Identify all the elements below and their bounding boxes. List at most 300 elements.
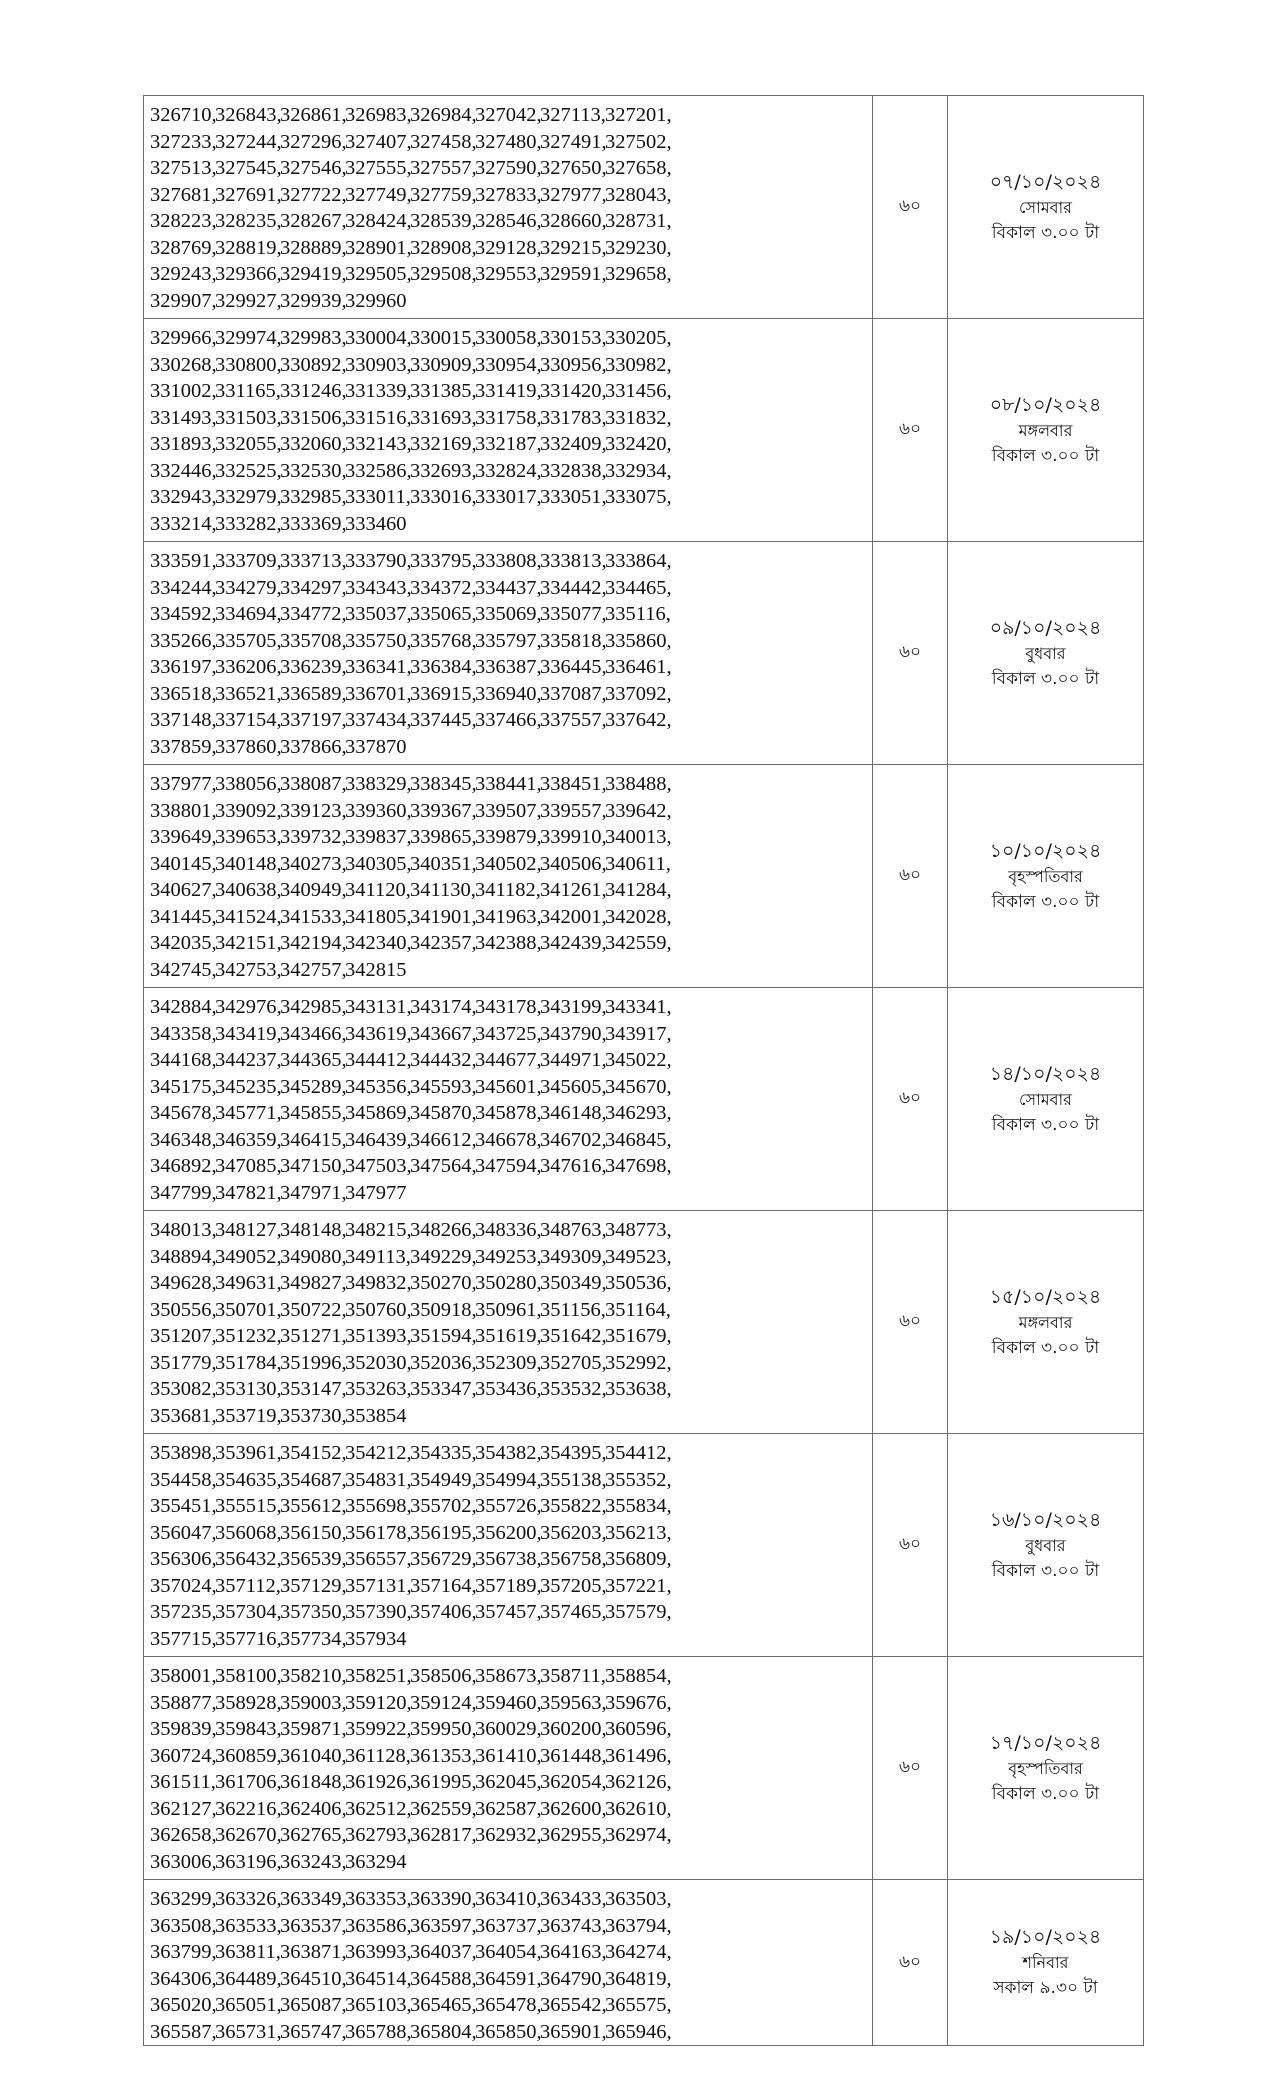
roll-number: 339092, [215,799,282,822]
roll-number: 349827, [280,1272,347,1294]
roll-number: 347150, [280,1155,347,1177]
exam-time: বিকাল ৩.০০ টা [991,222,1100,243]
roll-number: 337154, [215,709,282,731]
roll-number: 363349, [280,1888,347,1910]
roll-number: 354412, [605,1442,672,1464]
roll-number: 332060, [280,433,347,455]
roll-number: 342884, [150,996,217,1018]
roll-number: 343178, [475,996,542,1018]
roll-number: 332979, [215,486,282,508]
roll-number: 357390, [345,1601,412,1623]
roll-number: 357934 [345,1627,407,1650]
roll-number: 330956, [540,353,607,376]
roll-number: 359120, [345,1691,412,1714]
roll-number: 364588, [410,1967,477,1990]
roll-number: 329230, [605,236,672,259]
roll-number: 363743, [540,1914,607,1937]
roll-number: 363537, [280,1914,347,1937]
roll-number: 346678, [475,1128,542,1151]
roll-number: 362793, [345,1824,412,1846]
roll-number: 359950, [410,1718,477,1740]
roll-number: 348013, [150,1219,217,1241]
roll-number: 365103, [345,1994,412,2016]
roll-number: 326983, [345,104,412,126]
roll-number: 356729, [410,1548,477,1570]
roll-number: 358100, [215,1665,282,1687]
roll-number: 336518, [150,682,217,705]
roll-number: 330909, [410,353,477,376]
roll-number: 342194, [280,932,347,954]
roll-number: 350280, [475,1272,542,1294]
roll-number: 339653, [215,826,282,848]
roll-numbers-cell [144,542,873,765]
roll-number: 354395, [540,1442,607,1464]
roll-number: 342357, [410,932,477,954]
roll-number: 330205, [605,327,672,349]
roll-number: 337860, [215,735,282,758]
roll-number: 355138, [540,1468,607,1491]
roll-number: 328660, [540,210,607,232]
roll-number: 332055, [215,433,282,455]
roll-number: 342815 [345,958,407,981]
roll-number: 342753, [215,958,282,981]
roll-number: 340145, [150,852,217,875]
roll-number: 360859, [215,1744,282,1767]
roll-number: 327296, [280,130,347,153]
roll-number: 342757, [280,958,347,981]
table-row [144,1657,1144,1880]
roll-number: 333017, [475,486,542,508]
roll-number: 364819, [605,1967,672,1990]
schedule-cell [948,542,1144,765]
roll-number: 337870 [345,735,407,758]
roll-number: 362974, [605,1824,672,1846]
exam-date: ১৫/১০/২০২৪ [989,1285,1102,1308]
roll-number: 354458, [150,1468,217,1491]
roll-number: 327749, [345,183,412,206]
roll-number: 353961, [215,1442,282,1464]
roll-number: 342035, [150,932,217,954]
roll-numbers-cell [144,988,873,1211]
roll-number: 359124, [410,1691,477,1714]
roll-number: 353730, [280,1404,347,1427]
candidate-count: ৬০ [873,96,948,319]
roll-number: 361995, [410,1771,477,1793]
roll-number: 351393, [345,1325,412,1347]
roll-number: 351207, [150,1325,217,1347]
roll-number: 337866, [280,735,347,758]
roll-number: 346415, [280,1128,347,1151]
roll-number: 359922, [345,1718,412,1740]
roll-number: 330058, [475,327,542,349]
roll-number: 357112, [215,1574,281,1597]
roll-number: 326861, [280,104,347,126]
roll-number: 327407, [345,130,412,153]
roll-number: 334592, [150,603,217,625]
roll-number: 362126, [605,1771,672,1793]
roll-number: 350349, [540,1272,607,1294]
roll-number: 338345, [410,773,477,795]
roll-number: 328731, [605,210,672,232]
roll-number: 352030, [345,1351,412,1374]
candidate-count: ৬০ [873,988,948,1211]
roll-number: 331783, [540,406,607,429]
roll-number: 348148, [280,1219,347,1241]
roll-number: 365587, [150,2020,217,2043]
roll-number: 334694, [215,603,282,625]
roll-number: 365087, [280,1994,347,2016]
roll-number: 334437, [475,576,542,599]
roll-number: 333282, [215,512,282,535]
roll-number: 331385, [410,380,477,402]
roll-number: 346702, [540,1128,607,1151]
roll-number: 349832, [345,1272,412,1294]
roll-number: 336341, [345,656,412,678]
roll-number: 331002, [150,380,217,402]
roll-number: 341524, [215,905,282,928]
roll-number: 354335, [410,1442,477,1464]
roll-number: 333813, [540,550,607,572]
exam-time: বিকাল ৩.০০ টা [991,668,1100,689]
roll-number: 339879, [475,826,542,848]
roll-number: 343131, [345,996,412,1018]
roll-number: 334297, [280,576,347,599]
roll-number: 339123, [280,799,347,822]
roll-number: 353147, [280,1378,347,1400]
roll-numbers-cell [144,1434,873,1657]
exam-date: ১০/১০/২০২৪ [989,839,1102,862]
roll-number: 329658, [605,263,672,285]
roll-number: 345601, [475,1075,542,1098]
roll-number: 338441, [475,773,542,795]
roll-number: 333214, [150,512,217,535]
exam-day: বুধবার [1025,643,1066,663]
roll-number: 331246, [280,380,347,402]
roll-number: 345878, [475,1102,542,1124]
roll-number: 329508, [410,263,477,285]
roll-number: 348266, [410,1219,477,1241]
exam-time: বিকাল ৩.০০ টা [991,1560,1100,1581]
roll-number: 327491, [540,130,607,153]
roll-number: 365051, [215,1994,282,2016]
roll-number: 351996, [280,1351,347,1374]
roll-number: 349052, [215,1245,282,1268]
exam-time: সকাল ৯.৩০ টা [993,1978,1098,1998]
roll-number: 335708, [280,629,347,652]
roll-number: 356539, [280,1548,347,1570]
roll-number: 364306, [150,1967,217,1990]
roll-number: 345670, [605,1075,672,1098]
roll-number: 362054, [540,1771,607,1793]
roll-number: 346845, [605,1128,672,1151]
roll-number: 357579, [605,1601,672,1623]
roll-number: 349113, [345,1245,411,1268]
roll-number: 340351, [410,852,477,875]
roll-number: 342151, [215,932,282,954]
roll-number: 337148, [150,709,217,731]
roll-number: 332934, [605,459,672,482]
roll-number: 363503, [605,1888,672,1910]
roll-number: 342028, [605,905,672,928]
roll-number: 336461, [605,656,672,678]
roll-number: 357715, [150,1627,217,1650]
roll-number: 365020, [150,1994,217,2016]
roll-number: 329907, [150,289,217,312]
roll-number: 346359, [215,1128,282,1151]
roll-number: 364510, [280,1967,347,1990]
roll-number: 354687, [280,1468,347,1491]
roll-numbers-cell [144,1211,873,1434]
roll-number: 356178, [345,1521,412,1544]
exam-date: ১৯/১০/২০২৪ [989,1926,1102,1948]
roll-number: 352309, [475,1351,542,1374]
roll-number: 356738, [475,1548,542,1570]
roll-number: 336915, [410,682,477,705]
roll-number: 363410, [475,1888,542,1910]
roll-number: 363993, [345,1941,412,1963]
roll-number: 354949, [410,1468,477,1491]
roll-number: 356203, [540,1521,607,1544]
roll-number: 354994, [475,1468,542,1491]
roll-number: 327513, [150,157,217,179]
roll-number: 327042, [475,104,542,126]
roll-number: 356809, [605,1548,672,1570]
roll-numbers-grid [144,542,872,760]
roll-number: 327722, [280,183,347,206]
roll-numbers-grid [144,319,872,537]
roll-number: 339642, [605,799,672,822]
roll-number: 328539, [410,210,477,232]
roll-number: 351271, [280,1325,347,1347]
roll-number: 333795, [410,550,477,572]
roll-number: 349631, [215,1272,282,1294]
roll-number: 344677, [475,1049,542,1071]
roll-number: 363326, [215,1888,282,1910]
roll-number: 358506, [410,1665,477,1687]
roll-number: 327681, [150,183,217,206]
roll-number: 349080, [280,1245,347,1268]
exam-schedule-table [143,95,1144,2046]
roll-number: 330268, [150,353,217,376]
schedule-cell [948,988,1144,1211]
exam-day: বুধবার [1025,1535,1066,1555]
roll-number: 359676, [605,1691,672,1714]
roll-number: 332525, [215,459,282,482]
roll-number: 338488, [605,773,672,795]
roll-number: 340013, [605,826,672,848]
roll-number: 344971, [540,1049,607,1071]
roll-number: 329419, [280,263,347,285]
roll-number: 352992, [605,1351,672,1374]
candidate-count: ৬০ [873,319,948,542]
roll-number: 332838, [540,459,607,482]
roll-number: 336521, [215,682,282,705]
roll-number: 341533, [280,905,347,928]
roll-number: 337445, [410,709,477,731]
roll-number: 329927, [215,289,282,312]
roll-number: 336589, [280,682,347,705]
roll-number: 355352, [605,1468,672,1491]
roll-number: 357734, [280,1627,347,1650]
exam-date: ১৬/১০/২০২৪ [989,1508,1102,1531]
roll-number: 330982, [605,353,672,376]
roll-number: 347799, [150,1181,217,1204]
roll-number: 350270, [410,1272,477,1294]
roll-number: 327458, [410,130,477,153]
roll-number: 341805, [345,905,412,928]
roll-number: 336445, [540,656,607,678]
roll-number: 349253, [475,1245,542,1268]
roll-number: 332169, [410,433,477,455]
roll-number: 358001, [150,1665,217,1687]
roll-number: 353898, [150,1442,217,1464]
roll-number: 347503, [345,1155,412,1177]
roll-number: 348336, [475,1219,542,1241]
roll-number: 350918, [410,1298,477,1321]
roll-number: 354831, [345,1468,412,1491]
roll-number: 364591, [475,1967,542,1990]
roll-number: 343790, [540,1022,607,1045]
roll-number: 339865, [410,826,477,848]
roll-number: 342985, [280,996,347,1018]
roll-number: 364489, [215,1967,282,1990]
roll-number: 361511, [150,1771,216,1793]
roll-number: 333075, [605,486,672,508]
roll-number: 335116, [605,603,671,625]
exam-date: ১৭/১০/২০২৪ [989,1731,1102,1754]
roll-number: 365731, [215,2020,282,2043]
roll-number: 327557, [410,157,477,179]
roll-number: 338329, [345,773,412,795]
roll-number: 331456, [605,380,672,402]
roll-number: 327244, [215,130,282,153]
roll-number: 347698, [605,1155,672,1177]
roll-number: 357164, [410,1574,477,1597]
roll-number: 328267, [280,210,347,232]
roll-number: 337092, [605,682,672,705]
roll-number: 358928, [215,1691,282,1714]
roll-number: 345022, [605,1049,672,1071]
schedule-cell [948,319,1144,542]
roll-number: 360724, [150,1744,217,1767]
roll-number: 355612, [280,1495,347,1517]
roll-number: 363006, [150,1850,217,1873]
roll-number: 326843, [215,104,282,126]
roll-number: 334465, [605,576,672,599]
exam-day: বৃহস্পতিবার [1008,1758,1083,1778]
table-row [144,1434,1144,1657]
roll-number: 359843, [215,1718,282,1740]
exam-day: শনিবার [1022,1953,1069,1972]
roll-number: 342001, [540,905,607,928]
roll-number: 358854, [605,1665,672,1687]
roll-numbers-grid [144,1880,872,2045]
roll-numbers-cell [144,319,873,542]
roll-number: 334372, [410,576,477,599]
roll-number: 363586, [345,1914,412,1937]
schedule-cell [948,96,1144,319]
roll-number: 339367, [410,799,477,822]
roll-number: 358877, [150,1691,217,1714]
roll-number: 343174, [410,996,477,1018]
exam-day: মঙ্গলবার [1018,1312,1073,1332]
roll-number: 363871, [280,1941,347,1963]
roll-number: 334279, [215,576,282,599]
roll-number: 328901, [345,236,412,259]
roll-number: 348763, [540,1219,607,1241]
roll-number: 327555, [345,157,412,179]
roll-number: 342976, [215,996,282,1018]
roll-number: 354635, [215,1468,282,1491]
roll-number: 332409, [540,433,607,455]
roll-number: 363433, [540,1888,607,1910]
roll-number: 330004, [345,327,412,349]
roll-numbers-grid [144,765,872,983]
roll-number: 355451, [150,1495,217,1517]
exam-date: ০৭/১০/২০২৪ [989,170,1102,193]
roll-number: 337557, [540,709,607,731]
exam-date: ১৪/১০/২০২৪ [989,1062,1102,1085]
roll-number: 339360, [345,799,412,822]
roll-number: 345235, [215,1075,282,1098]
roll-number: 344432, [410,1049,477,1071]
roll-number: 363353, [345,1888,412,1910]
roll-number: 327502, [605,130,672,153]
roll-number: 343341, [605,996,672,1018]
roll-number: 344365, [280,1049,347,1071]
roll-number: 357024, [150,1574,217,1597]
roll-number: 335065, [410,603,477,625]
roll-number: 347616, [540,1155,607,1177]
roll-number: 363597, [410,1914,477,1937]
roll-number: 363299, [150,1888,217,1910]
roll-number: 365478, [475,1994,542,2016]
roll-number: 350556, [150,1298,217,1321]
roll-numbers-cell [144,96,873,319]
roll-number: 341901, [410,905,477,928]
roll-number: 330954, [475,353,542,376]
roll-number: 351232, [215,1325,282,1347]
roll-number: 337642, [605,709,672,731]
exam-day: সোমবার [1019,1089,1072,1109]
roll-number: 345678, [150,1102,217,1124]
roll-number: 362817, [410,1824,477,1846]
roll-number: 333790, [345,550,412,572]
roll-number: 365901, [540,2020,607,2043]
roll-number: 362658, [150,1824,217,1846]
roll-number: 334343, [345,576,412,599]
candidate-count: ৬০ [873,1434,948,1657]
roll-number: 342439, [540,932,607,954]
roll-number: 343725, [475,1022,542,1045]
roll-number: 356047, [150,1521,217,1544]
roll-number: 331893, [150,433,217,455]
roll-number: 356432, [215,1548,282,1570]
schedule-cell [948,1657,1144,1880]
roll-number: 329366, [215,263,282,285]
roll-number: 353532, [540,1378,607,1400]
exam-day: সোমবার [1019,197,1072,217]
roll-number: 326984, [410,104,477,126]
roll-number: 345869, [345,1102,412,1124]
roll-number: 348894, [150,1245,217,1268]
roll-number: 364163, [540,1941,607,1963]
roll-number: 362216, [215,1797,282,1820]
roll-number: 361706, [215,1771,282,1793]
roll-number: 332530, [280,459,347,482]
roll-number: 359460, [475,1691,542,1714]
roll-number: 329505, [345,263,412,285]
